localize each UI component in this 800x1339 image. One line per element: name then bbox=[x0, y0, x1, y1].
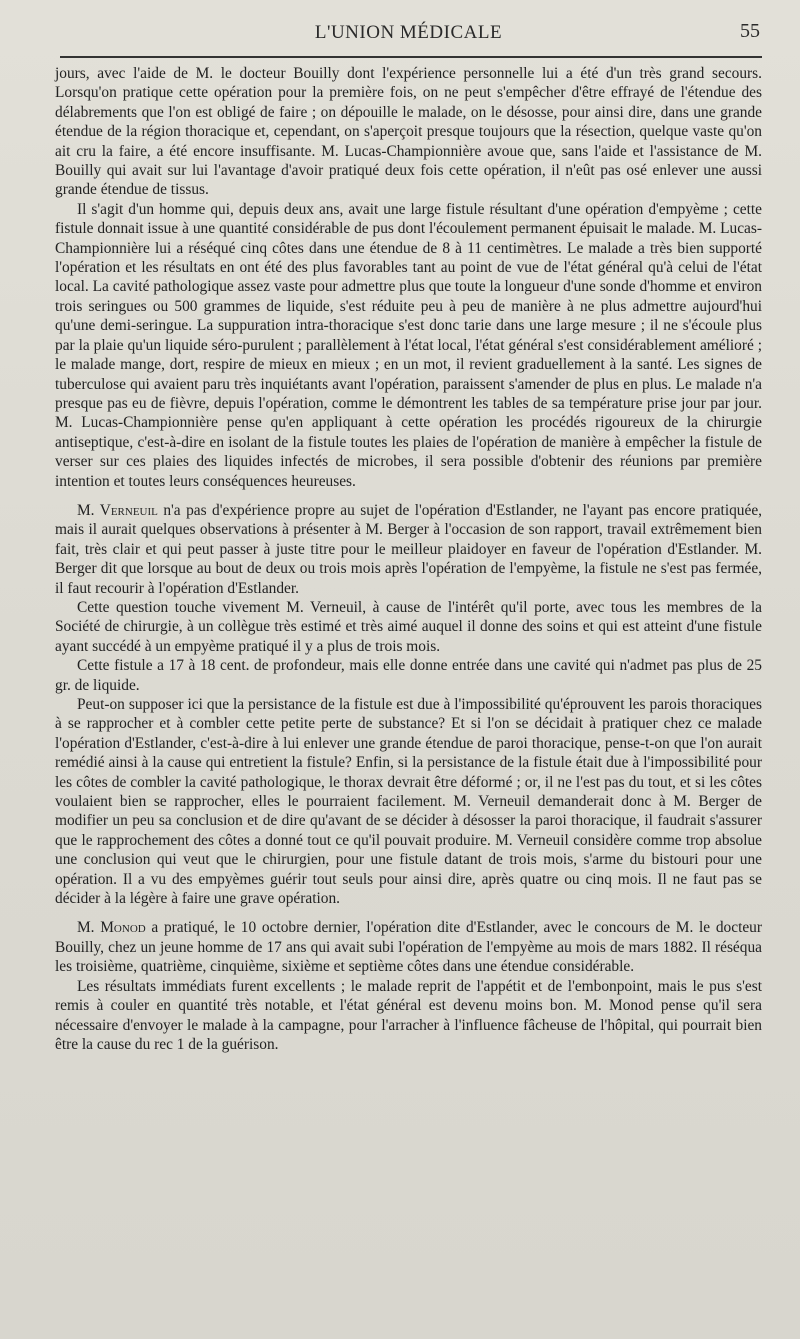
paragraph-text: Cette fistule a 17 à 18 cent. de profondeur, mais elle donne entrée dans une cavité qui n'admet pas plus de 25 gr. de liquide. bbox=[55, 657, 762, 694]
paragraph-text: Il s'agit d'un homme qui, depuis deux ans, avait une large fistule résultant d'une opération d'empyème ; cette fistule donnait issue à une quantité considérable de pus dont l'écoulement permanent épuisait le malade. M. Lucas-Championnière lui a réséqué cinq côtes dans une étendue de 8 à 11 centimètres. Le malade a très bien supporté l'opération et les résultats en ont été des plus favorables tant au point de vue de l'état général qu'à celui de l'état local. La cavité pathologique assez vaste pour admettre plus que toute la longueur d'une sonde d'homme et environ trois seringues ou 500 grammes de liquide, s'est réduite peu à peu de manière à ne plus admettre aujourd'hui qu'une demi-seringue. La suppuration intra-thoracique s'est donc tarie dans une large mesure ; il ne s'écoule plus par la plaie qu'un liquide séro-purulent ; parallèlement à l'état local, l'état général s'est considérablement amélioré ; le malade mange, dort, respire de mieux en mieux ; en un mot, il revient graduellement à la santé. Les signes de tuberculose qui avaient paru très inquiétants avant l'opération, paraissent s'amender de plus en plus. Le malade n'a presque pas eu de fièvre, depuis l'opération, comme le démontrent les tables de sa température prise jour par jour. M. Lucas-Championnière pense qu'en appliquant à cette opération les procédés rigoureux de la chirurgie antiseptique, c'est-à-dire en isolant de la fistule toutes les plaies de l'opération de manière à empêcher la fistule de verser sur ces plaies des liquides infectés de microbes, il sera possible d'obtenir des réunions par première intention et toutes leurs conséquences heureuses. bbox=[55, 200, 762, 490]
paragraph-continuation bbox=[55, 64, 762, 200]
paragraph-monod bbox=[55, 918, 762, 976]
page-number: 55 bbox=[740, 20, 760, 42]
paragraph-text: Cette question touche vivement M. Verneuil, à cause de l'intérêt qu'il porte, avec tous les membres de la Société de chirurgie, à un collègue très estimé et très aimé auquel il donne des soins et qui est atteint d'une fistule ayant succédé à un empyème pratiqué il y a plus de trois mois. bbox=[55, 598, 762, 655]
paragraph-verneuil bbox=[55, 501, 762, 598]
running-title: L'UNION MÉDICALE bbox=[314, 22, 503, 43]
paragraph-supposition bbox=[55, 695, 762, 908]
article-body bbox=[55, 64, 762, 1054]
paragraph-text: jours, avec l'aide de M. le docteur Bouilly dont l'expérience personnelle lui a été d'un très grand secours. Lorsqu'on pratique cette opération pour la première fois, on ne peut s'empêcher d'être effrayé de l'étendue des délabrements que l'on est obligé de faire ; on dépouille le malade, on le désosse, pour ainsi dire, dans une grande étendue de la région thoracique et, cependant, on s'aperçoit presque toujours que la résection, quelque vaste qu'on ait cru la faire, a été encore insuffisante. M. Lucas-Championnière avoue que, sans l'aide et l'assistance de M. Bouilly qui avait sur lui l'avantage d'avoir pratiqué deux fois cette opération, il n'eût pas osé enlever une aussi grande étendue de tissus. bbox=[55, 65, 762, 199]
paragraph-text: Peut-on supposer ici que la persistance de la fistule est due à l'impossibilité qu'éprouvent les parois thoraciques à se rapprocher et à combler cette petite perte de substance? Et si l'on se décidait à pratiquer chez ce malade l'opération d'Estlander, c'est-à-dire à lui enlever une grande étendue de paroi thoracique, pense-t-on que l'on aurait remédié ainsi à la cause qui entretient la fistule? Enfin, si la persistance de la fistule était due à l'impossibilité pour les côtes de combler la cavité pathologique, le thorax devrait être déformé ; or, il ne l'est pas du tout, et si les côtes voulaient bien se rapprocher, elles le pourraient facilement. M. Verneuil demanderait donc à M. Berger de modifier un peu sa conclusion et de dire qu'avant de se décider à désosser la paroi thoracique, il faudrait s'assurer que le rapprochement des côtes a donné tout ce qu'il pouvait produire. M. Verneuil considère comme trop absolue une conclusion qui veut que le chirurgien, pour une fistule datant de trois mois, s'arme du bistouri pour une opération. Il a vu des empyèmes guérir tout seuls pour ainsi dire, après quatre ou cinq mois. Il ne faut pas se décider à la légère à faire une grave opération. bbox=[55, 696, 762, 908]
paragraph-text: Les résultats immédiats furent excellents ; le malade reprit de l'appétit et de l'embonpoint, mais le pus s'est remis à couler en quantité très notable, et l'état général est devenu moins bon. M. Monod pense qu'il sera nécessaire d'envoyer le malade à la campagne, pour l'arracher à l'influence fâcheuse de l'hôpital, qui pourrait bien être la cause du rec 1 de la guérison. bbox=[55, 977, 762, 1053]
paragraph-question bbox=[55, 598, 762, 656]
paragraph-case-description bbox=[55, 200, 762, 491]
speaker-name: M. Verneuil bbox=[77, 501, 158, 519]
paragraph-results bbox=[55, 977, 762, 1055]
header-rule bbox=[60, 56, 762, 58]
paragraph-fistule bbox=[55, 656, 762, 695]
speaker-name: M. Monod bbox=[77, 919, 146, 937]
page-header bbox=[55, 10, 762, 50]
paragraph-text: n'a pas d'expérience propre au sujet de l'opération d'Estlander, ne l'ayant pas encore pratiquée, mais il aurait quelques observations à présenter à M. Berger à l'occasion de son rapport, travail extrêmement bien fait, très clair et qui peut passer à juste titre pour le meilleur plaidoyer en faveur de l'opération d'Estlander. M. Berger dit que lorsque au bout de deux ou trois mois après l'opération de l'empyème, la fistule ne s'est pas fermée, il faut recourir à l'opération d'Estlander. bbox=[55, 501, 762, 597]
paragraph-text: a pratiqué, le 10 octobre dernier, l'opération dite d'Estlander, avec le concours de M. le docteur Bouilly, chez un jeune homme de 17 ans qui avait subi l'opération de l'empyème au mois de mars 1882. Il réséqua les troisième, quatrième, cinquième, sixième et septième côtes dans une étendue considérable. bbox=[55, 919, 762, 976]
